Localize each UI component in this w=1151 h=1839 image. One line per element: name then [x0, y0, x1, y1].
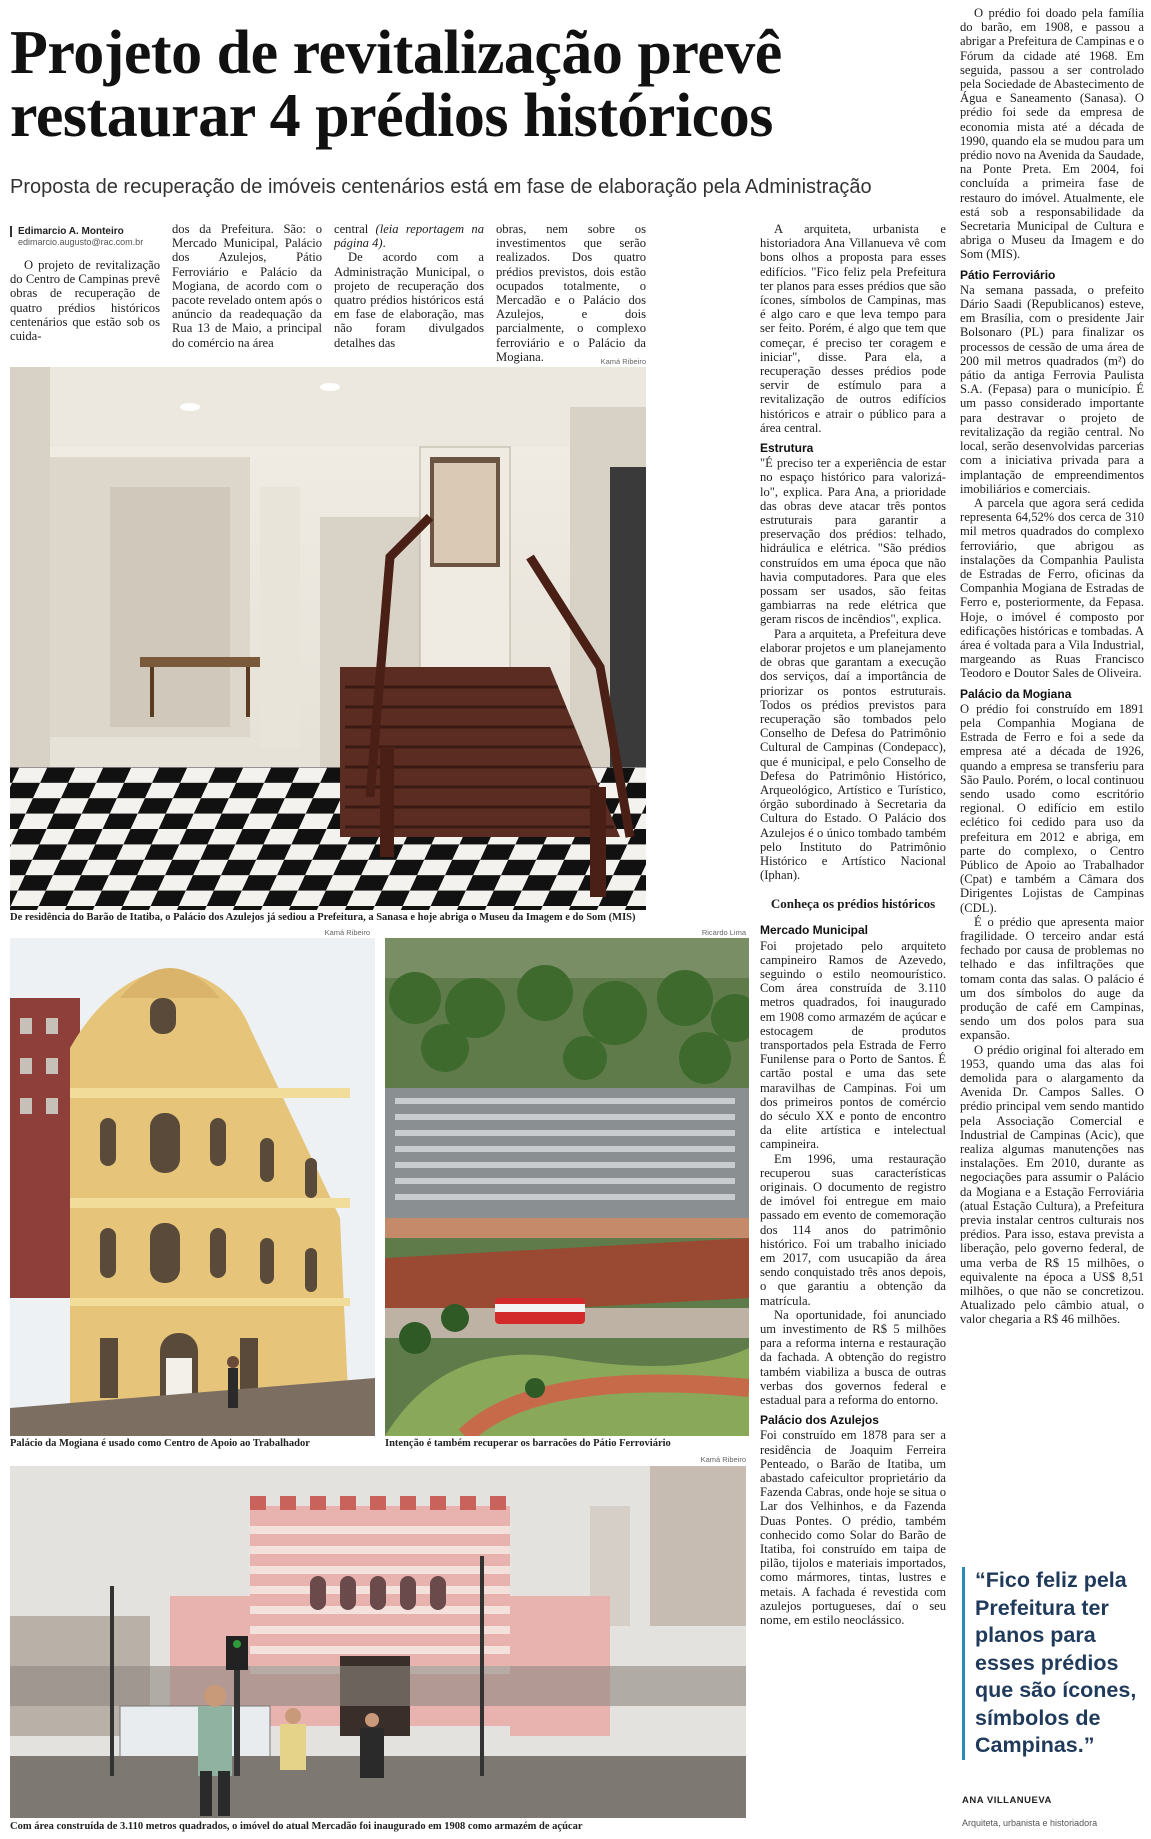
patio-image	[385, 938, 749, 1436]
subhead-palacio-azulejos: Palácio dos Azulejos	[760, 1413, 879, 1428]
byline-author: Edimarcio A. Monteiro	[10, 226, 190, 237]
article-paragraph: O prédio foi doado pela família do barão, em 1908, e passou a abrigar a Prefeitura de Campinas e o Fórum da cidade até 1968. Em seguida, passou a ser controlado pela Sociedade de Abastecimento de Água e Saneamento (Sanasa). O prédio foi sede da empresa de economia mista até a década de 1990, quando ela se mudou para um prédio novo na Avenida da Saudade, na Ponte Preta. Em 2004, foi concluída a primeira fase de restauro do imóvel. Atualmente, ele está sob a responsabilidade da Secretaria Municipal de Cultura e abriga o Museu da Imagem e do Som (MIS).	[960, 6, 1144, 262]
intro-text: central	[334, 222, 376, 236]
subhead-mercado-municipal: Mercado Municipal	[760, 923, 869, 938]
byline	[10, 226, 190, 247]
intro-column-3	[334, 222, 484, 350]
intro-column-2	[172, 222, 322, 350]
article-paragraph: É o prédio que apresenta maior fragilidade. O terceiro andar está fechado por causa de problemas no telhado e das infiltrações que tomam conta das salas. O palácio é um dos símbolos do auge da produção de café em Campinas, sendo um dos polos para sua expansão.	[960, 914, 1144, 1043]
mercadao-image	[10, 1466, 746, 1818]
pull-quote-name: ANA VILLANUEVA	[962, 1795, 1052, 1806]
article-column-6	[960, 6, 1144, 1327]
photo-caption: Intenção é também recuperar os barracões do Pátio Ferroviário	[385, 1438, 671, 1449]
article-column-5	[760, 222, 946, 1627]
article-paragraph: O prédio original foi alterado em 1953, quando uma das alas foi demolida para o alargamento da Avenida Dr. Campos Salles. O prédio principal vem sendo mantido pela Associação Comercial e Industrial de Campinas (Acic), que realiza algumas manutenções nas instalações. Em 2010, durante as negociações para assumir o Palácio da Mogiana e a Estação Ferroviária (atual Estação Cultura), a Prefeitura previa instalar centros culturais nos prédios. Para isso, estava prevista a liberação, pelo governo federal, de uma verba de R$ 15 milhões, o equivalente na época a US$ 8,51 milhões, o que não se concretizou. Atualizado pelo câmbio atual, o valor chegaria a R$ 46 milhões.	[960, 1042, 1144, 1327]
article-paragraph: Foi projetado pelo arquiteto campineiro Ramos de Azevedo, seguindo o estilo neomourístico. Com área construída de 3.110 metros quadrados, foi inaugurado em 1908 como armazém de açúcar e estocagem de produtos transportados pela Estrada de Ferro Funilense para o Porto de Santos. É cartão postal e uma das sete maravilhas de Campinas. Foi um dos primeiros pontos de comércio do século XX e ponto de encontro da elite artística e intelectual campineira.	[760, 938, 946, 1152]
photo-caption: Com área construída de 3.110 metros quadrados, o imóvel do atual Mercadão foi inaugurado em 1908 como armazém de açúcar	[10, 1821, 583, 1832]
article-paragraph: Na oportunidade, foi anunciado um investimento de R$ 5 milhões para a reforma interna e restauração da fachada. A obtenção do registro também viabiliza a busca de outras verbas dos governos federal e estadual para a reforma do entorno.	[760, 1307, 946, 1408]
byline-email: edimarcio.augusto@rac.com.br	[18, 237, 144, 247]
photo-credit: Kamá Ribeiro	[324, 928, 370, 937]
page-reference: (leia reportagem na página 4)	[334, 222, 484, 251]
article-paragraph: O prédio foi construído em 1891 pela Companhia Mogiana de Estrada de Ferro e foi a sede da empresa até a década de 1926, quando a empresa se transferiu para São Paulo. Porém, o local continuou sendo usado como escritório regional. O edifício em estilo eclético foi cedido para uso da prefeitura em 2012 e abriga, em parte do complexo, o Centro Público de Apoio ao Trabalhador (Cpat) e também a Câmara dos Dirigentes Lojistas de Campinas (CDL).	[960, 701, 1144, 915]
intro-column-1	[10, 258, 160, 343]
staircase-image	[10, 367, 646, 910]
headline: Projeto de revitalização prevê restaurar 4 prédios históricos	[10, 19, 782, 150]
intro-paragraph: De acordo com a Administração Municipal, o projeto de recuperação dos quatro prédios históricos está em fase de elaboração, mas não foram divulgados detalhes das	[334, 250, 484, 350]
article-paragraph: Foi construído em 1878 para ser a residência de Joaquim Ferreira Penteado, o Barão de Itatiba, um abastado cafeicultor proprietário da Fazenda Cabras, onde hoje se situa o Lar dos Velhinhos, e da Fazenda Duas Pontes. O prédio, também conhecido como Solar do Barão de Itatiba, foi construído em taipa de pilão, tijolos e materiais importados, como mármores, tintas, lustres e metais. A fachada é revestida com azulejos portugueses, daí o seu nome, em estilo neoclássico.	[760, 1428, 946, 1628]
mogiana-image	[10, 938, 375, 1436]
photo-caption: De residência do Barão de Itatiba, o Palácio dos Azulejos já sediou a Prefeitura, a Sanasa e hoje abriga o Museu da Imagem e do Som (MIS)	[10, 912, 636, 923]
intro-paragraph: O projeto de revitalização do Centro de Campinas prevê obras de recuperação de quatro prédios históricos centenários que estão sob os cuida-	[10, 258, 160, 344]
article-paragraph: "É preciso ter a experiência de estar no espaço histórico para valorizá-lo", explica. Para Ana, a prioridade das obras deve atacar três pontos estruturais para garantir a preservação dos prédios: telhado, hidráulica e elétrica. "São prédios construídos em uma época que não havia computadores. Para que eles possam ser usados, são feitas gambiarras na rede elétrica que geram riscos de incêndios", explica.	[760, 456, 946, 627]
subhead-palacio-mogiana: Palácio da Mogiana	[960, 686, 1072, 701]
photo-mercado-municipal	[10, 1466, 746, 1818]
photo-credit: Kamá Ribeiro	[700, 1455, 746, 1464]
photo-patio-ferroviario	[385, 938, 749, 1436]
pull-quote: “Fico feliz pela Prefeitura ter planos para esses prédios que são ícones, símbolos de Campinas.”	[962, 1567, 1142, 1760]
article-paragraph: A arquiteta, urbanista e historiadora Ana Villanueva vê com bons olhos a proposta para esses edifícios. "Fico feliz pela Prefeitura ter planos para esses prédios que são ícones, símbolos de Campinas, mas é algo caro e que leva tempo para ser feito. Porém, é algo que tem que começar, é preciso ter coragem e iniciar", disse. Para ela, a recuperação desses prédios pode servir de estímulo para a revitalização de outros edifícios históricos e atrair o público para a área central.	[760, 222, 946, 435]
photo-palacio-mogiana	[10, 938, 375, 1436]
subhead-patio-ferroviario: Pátio Ferroviário	[960, 267, 1056, 282]
pull-quote-role: Arquiteta, urbanista e historiadora	[962, 1818, 1098, 1828]
article-paragraph: Em 1996, uma restauração recuperou suas características originais. O documento de registro de imóvel foi entregue em maio passado em evento de comemoração dos 114 anos do patrimônio histórico. Foi um trabalho iniciado em 2017, com usucapião da área sendo conquistado três anos depois, o que garantiu a obtenção da matrícula.	[760, 1151, 946, 1308]
intro-text: .	[382, 236, 386, 251]
photo-credit: Kamá Ribeiro	[600, 357, 646, 366]
photo-caption: Palácio da Mogiana é usado como Centro de Apoio ao Trabalhador	[10, 1438, 310, 1449]
intro-paragraph: obras, nem sobre os investimentos que serão realizados. Dos quatro prédios previstos, dois estão ocupados totalmente, o Mercadão e o Palácio dos Azulejos, e dois parcialmente, o complexo ferroviário e o Palácio da Mogiana.	[496, 222, 646, 364]
article-paragraph: A parcela que agora será cedida representa 64,52% dos cerca de 310 mil metros quadrados do complexo ferroviário, que abrigou as instalações da Companhia Paulista de Estradas de Ferro, oficinas da Companhia Mogiana de Estradas de Ferro e, posteriormente, da Fepasa. Hoje, o imóvel é composto por edificações históricas e tombadas. A área é voltada para a Vila Industrial, margeando as Ruas Francisco Teodoro e Doutor Sales de Oliveira.	[960, 495, 1144, 681]
intro-paragraph: dos da Prefeitura. São: o Mercado Municipal, Palácio dos Azulejos, Pátio Ferroviário e Palácio da Mogiana, de acordo com o pacote revelado ontem após o anúncio da readequação da Rua 13 de Maio, a principal do comércio na área	[172, 222, 322, 350]
photo-credit: Ricardo Lima	[701, 928, 746, 937]
deck: Proposta de recuperação de imóveis centenários está em fase de elaboração pela Administração	[10, 176, 872, 198]
article-paragraph: Para a arquiteta, a Prefeitura deve elaborar projetos e um planejamento de obras que garantam a execução dos serviços, daí a importância de priorizar os pontos estruturais. Todos os prédios previstos para recuperação são tombados pelo Conselho de Defesa do Patrimônio Cultural de Campinas (Condepacc), que é municipal, e pelo Conselho de Defesa do Patrimônio Histórico, Arqueológico, Artístico e Turístico, órgão subordinado à Secretaria da Cultura do Estado. O Palácio dos Azulejos é o único tombado também pelo Instituto do Patrimônio Histórico e Artístico Nacional (Iphan).	[760, 626, 946, 883]
article-paragraph: Na semana passada, o prefeito Dário Saadi (Republicanos) esteve, em Brasília, com o presidente Jair Bolsonaro (PL) para finalizar os processos de cessão de uma área de 200 mil metros quadrados (m²) do pátio da antiga Ferrovia Paulista S.A. (Fepasa) para o município. É um passo considerado importante para destravar o projeto de revitalização da região central. No local, serão desenvolvidas parcerias com a iniciativa privada para a implantação de empreendimentos imobiliários e comerciais.	[960, 282, 1144, 496]
photo-palacio-azulejos-stairs	[10, 367, 646, 910]
box-heading: Conheça os prédios históricos	[770, 896, 936, 912]
intro-paragraph	[334, 222, 484, 250]
subhead-estrutura: Estrutura	[760, 441, 814, 456]
intro-column-4	[496, 222, 646, 364]
